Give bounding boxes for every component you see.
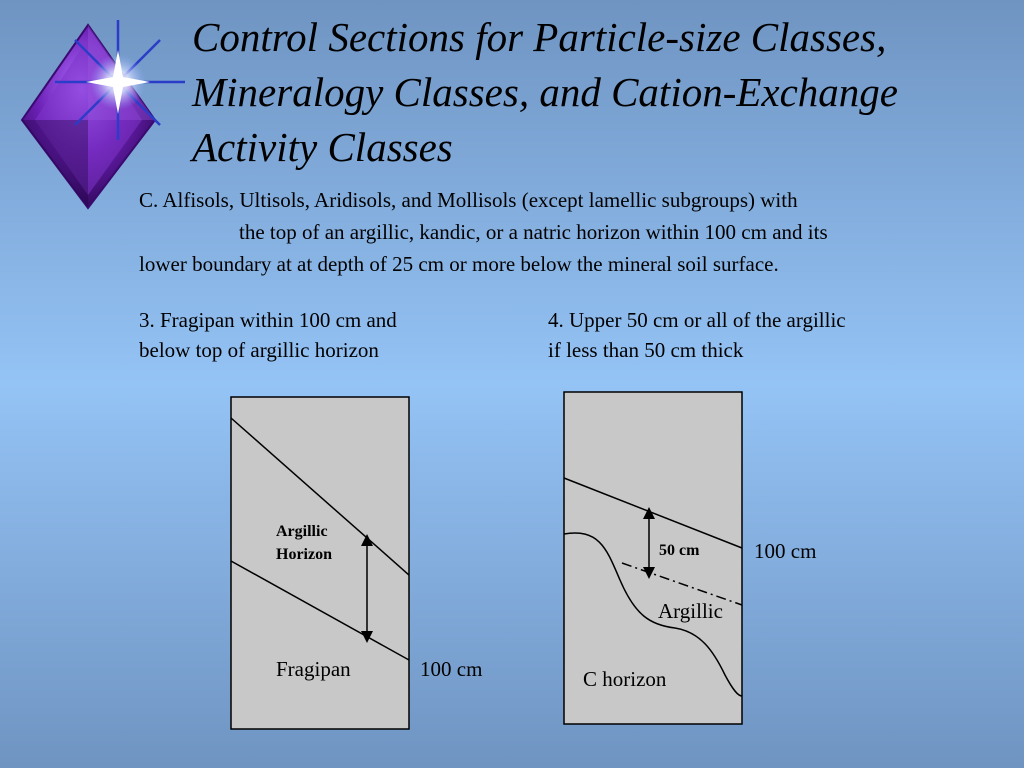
- argillic-label: Argillic: [658, 599, 723, 623]
- left-depth-label: 100 cm: [420, 657, 483, 681]
- fragipan-label: Fragipan: [276, 657, 351, 681]
- fragipan-diagram: [231, 397, 482, 729]
- item-4-line-2: if less than 50 cm thick: [548, 338, 744, 362]
- argillic-horizon-label-2: Horizon: [276, 546, 332, 563]
- c-horizon-label: C horizon: [583, 667, 667, 691]
- argillic-diagram: [564, 392, 816, 724]
- item-3-line-1: 3. Fragipan within 100 cm and: [139, 308, 397, 332]
- item-4-line-1: 4. Upper 50 cm or all of the argillic: [548, 308, 846, 332]
- right-depth-label: 100 cm: [754, 539, 817, 563]
- argillic-horizon-label-1: Argillic: [276, 523, 328, 540]
- title-line-1: Control Sections for Particle-size Classes,: [192, 14, 887, 60]
- title-line-3: Activity Classes: [192, 124, 453, 170]
- paragraph-c-line-2: the top of an argillic, kandic, or a natric horizon within 100 cm and its: [239, 220, 828, 244]
- paragraph-c-line-3: lower boundary at at depth of 25 cm or more below the mineral soil surface.: [139, 252, 779, 276]
- title-line-2: Mineralogy Classes, and Cation-Exchange: [192, 69, 899, 115]
- item-3-line-2: below top of argillic horizon: [139, 338, 379, 362]
- fifty-cm-label: 50 cm: [659, 542, 700, 559]
- paragraph-c-line-1: C. Alfisols, Ultisols, Aridisols, and Mollisols (except lamellic subgroups) with: [139, 188, 798, 212]
